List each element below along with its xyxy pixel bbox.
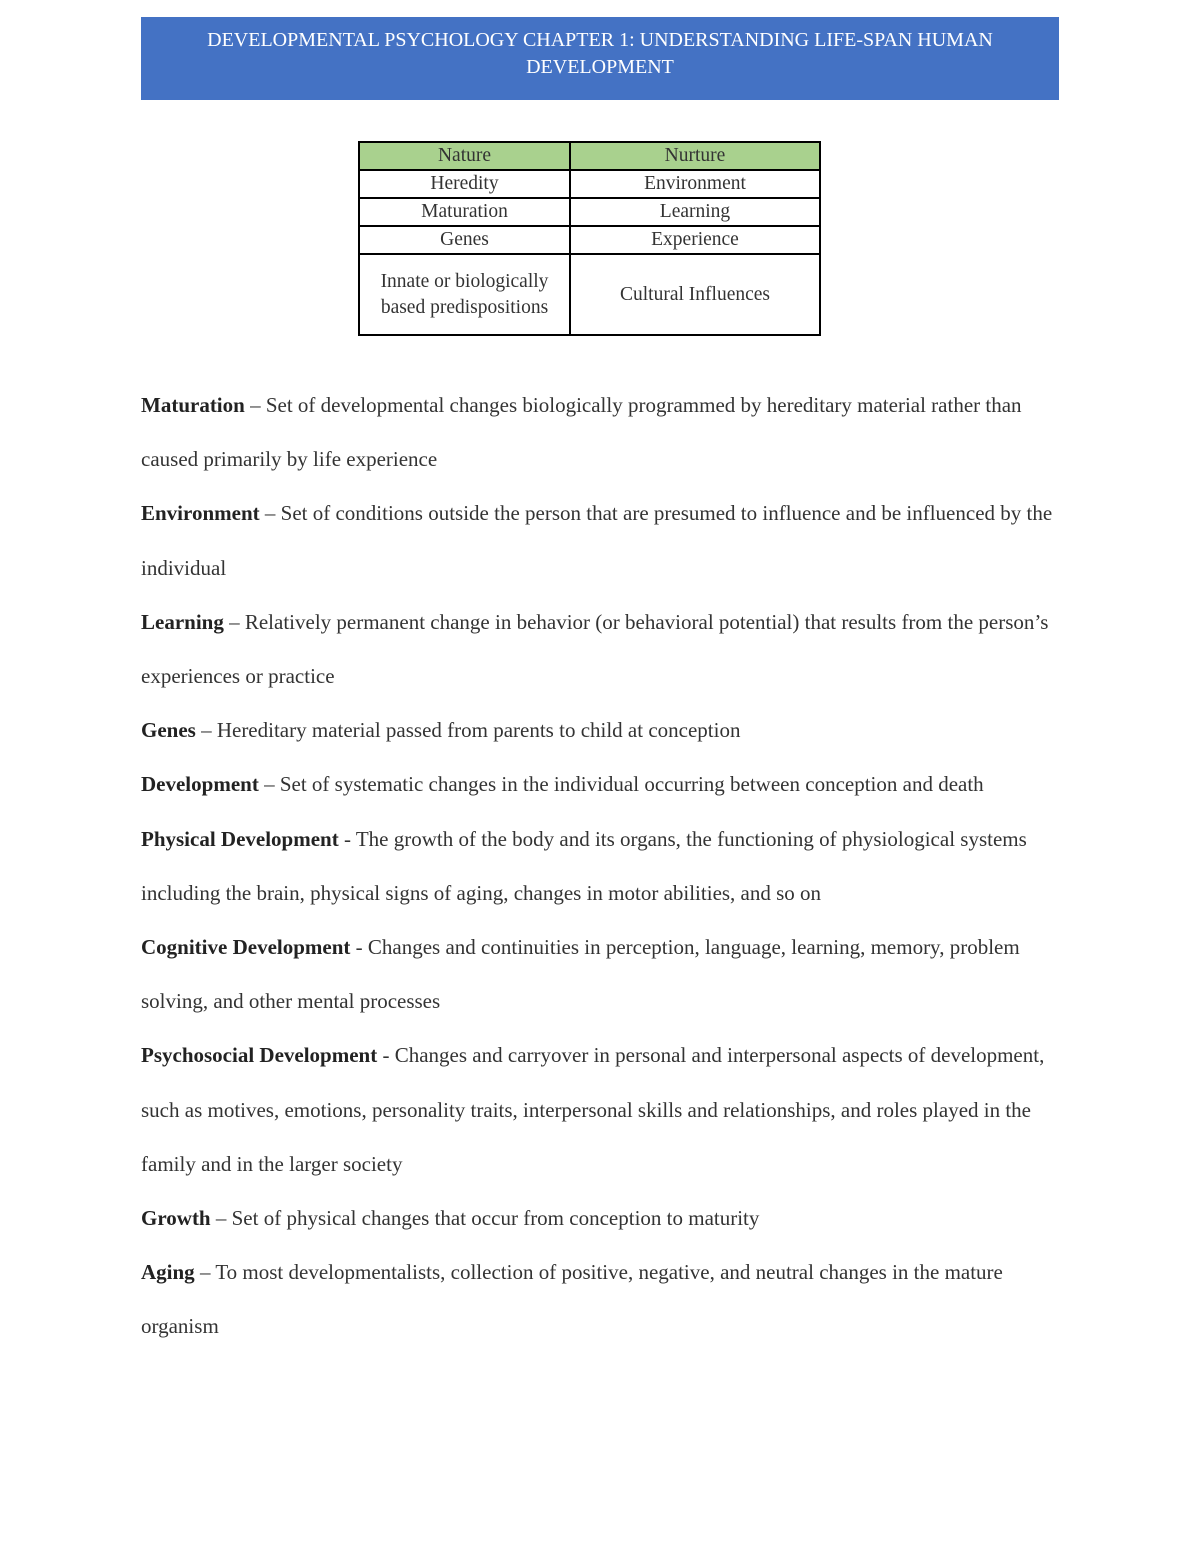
nature-nurture-table bbox=[358, 141, 821, 336]
definition-term: Maturation bbox=[141, 393, 245, 417]
definition-maturation bbox=[141, 378, 1066, 486]
table-cell-nurture: Experience bbox=[570, 226, 820, 254]
definition-text: Set of conditions outside the person that are presumed to influence and be influenced by the individual bbox=[141, 501, 1053, 580]
table-cell-nurture: Environment bbox=[570, 170, 820, 198]
definition-term: Genes bbox=[141, 718, 196, 743]
definition-growth bbox=[141, 1191, 1066, 1245]
table-cell-nurture: Learning bbox=[570, 198, 820, 226]
definition-term: Psychosocial Development bbox=[141, 1043, 378, 1068]
table-cell-nature: Genes bbox=[359, 226, 570, 254]
definition-separator: – bbox=[195, 718, 217, 743]
definition-separator: - bbox=[377, 1043, 395, 1068]
definition-term: Aging bbox=[141, 1260, 195, 1285]
document-title: DEVELOPMENTAL PSYCHOLOGY CHAPTER 1: UNDERSTANDING LIFE-SPAN HUMAN DEVELOPMENT bbox=[207, 29, 993, 78]
definition-genes bbox=[141, 703, 1066, 757]
definition-term: Growth bbox=[141, 1206, 211, 1231]
table-header-row bbox=[359, 142, 820, 170]
definition-environment bbox=[141, 486, 1066, 594]
definition-text: Changes and carryover in personal and interpersonal aspects of development, such as motives, emotions, personality traits, interpersonal skills and relationships, and roles played in the family and in the larger society bbox=[141, 1043, 1045, 1176]
definition-term: Development bbox=[141, 772, 259, 797]
definition-cognitive-development bbox=[141, 920, 1066, 1028]
definition-text: Relatively permanent change in behavior (or behavioral potential) that results from the person’s experiences or practice bbox=[141, 609, 1049, 689]
definition-separator: – bbox=[258, 772, 280, 797]
definition-separator: – bbox=[194, 1260, 216, 1285]
table-row bbox=[359, 198, 820, 226]
table-header-nurture: Nurture bbox=[570, 142, 820, 170]
definition-separator: – bbox=[244, 393, 266, 417]
definition-text: Hereditary material passed from parents to child at conception bbox=[216, 718, 741, 743]
definition-psychosocial-development bbox=[141, 1028, 1066, 1191]
table-row bbox=[359, 170, 820, 198]
definition-development bbox=[141, 757, 1066, 811]
definition-text: Set of systematic changes in the individual occurring between conception and death bbox=[279, 772, 984, 797]
definition-separator: – bbox=[259, 501, 281, 526]
table-header-nature: Nature bbox=[359, 142, 570, 170]
definition-term: Environment bbox=[141, 501, 260, 526]
definition-aging bbox=[141, 1245, 1066, 1353]
table-cell-nurture: Cultural Influences bbox=[570, 254, 820, 335]
definition-learning bbox=[141, 595, 1066, 703]
definition-separator: - bbox=[338, 826, 356, 851]
document-title-banner bbox=[141, 17, 1059, 100]
definition-text: Set of physical changes that occur from conception to maturity bbox=[231, 1206, 760, 1231]
definition-text: Changes and continuities in perception, language, learning, memory, problem solving, and other mental processes bbox=[141, 935, 1020, 1014]
definition-term: Cognitive Development bbox=[141, 935, 351, 960]
table-row bbox=[359, 226, 820, 254]
table-cell-nature: Innate or biologically based predispositions bbox=[359, 254, 570, 335]
definition-separator: - bbox=[350, 935, 368, 960]
definition-physical-development bbox=[141, 812, 1066, 920]
definition-text: The growth of the body and its organs, the functioning of physiological systems including the brain, physical signs of aging, changes in motor abilities, and so on bbox=[141, 826, 1027, 905]
table-cell-nature: Maturation bbox=[359, 198, 570, 226]
table-row bbox=[359, 254, 820, 335]
definition-separator: – bbox=[223, 609, 245, 634]
definition-text: To most developmentalists, collection of positive, negative, and neutral changes in the mature organism bbox=[141, 1260, 1003, 1339]
definition-text: Set of developmental changes biologically programmed by hereditary material rather than caused primarily by life experience bbox=[141, 393, 1022, 472]
definition-term: Learning bbox=[141, 609, 224, 634]
definition-separator: – bbox=[210, 1206, 232, 1231]
definitions-list bbox=[141, 378, 1066, 1354]
definition-term: Physical Development bbox=[141, 826, 339, 851]
table-cell-nature: Heredity bbox=[359, 170, 570, 198]
